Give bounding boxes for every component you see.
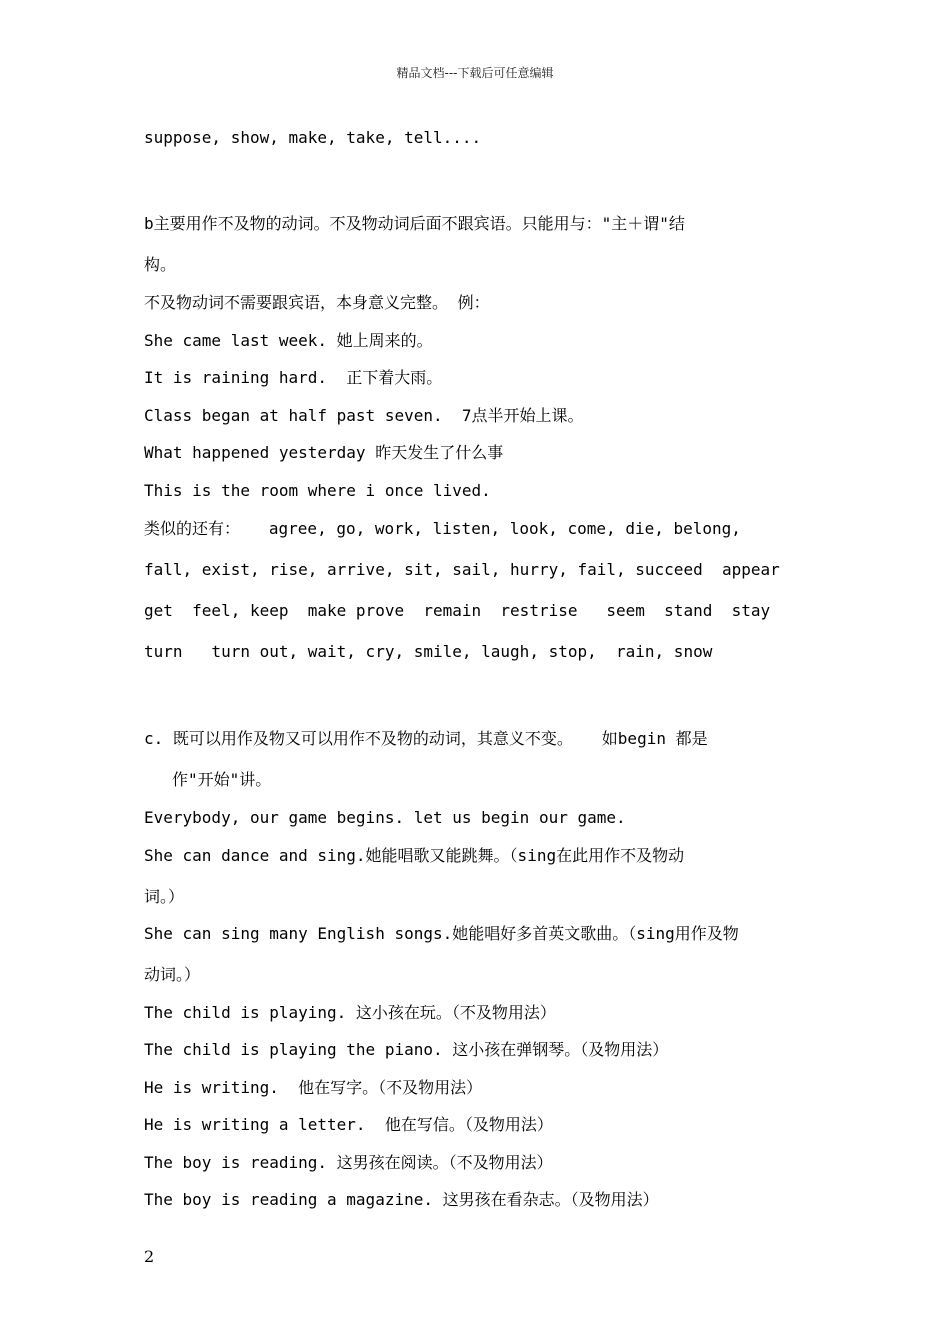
text-line: What happened yesterday 昨天发生了什么事 (144, 443, 504, 462)
text-line: 类似的还有： agree, go, work, listen, look, come, die, belong, (144, 519, 741, 538)
text-line: suppose, show, make, take, tell.... (144, 128, 482, 147)
text-line: She can sing many English songs.她能唱好多首英文歌曲。（sing用作及物 (144, 924, 739, 943)
text-line: 词。） (144, 887, 185, 906)
page-number: 2 (144, 1247, 155, 1266)
text-line: She came last week. 她上周来的。 (144, 331, 433, 350)
text-line: He is writing. 他在写字。（不及物用法） (144, 1078, 483, 1097)
text-line: 不及物动词不需要跟宾语，本身意义完整。 例： (144, 293, 490, 312)
text-line: The boy is reading. 这男孩在阅读。（不及物用法） (144, 1153, 553, 1172)
text-line: Class began at half past seven. 7点半开始上课。 (144, 406, 584, 425)
text-line: Everybody, our game begins. let us begin our game. (144, 808, 626, 827)
text-line: It is raining hard. 正下着大雨。 (144, 368, 443, 387)
text-line: The child is playing. 这小孩在玩。（不及物用法） (144, 1003, 556, 1022)
text-line: The boy is reading a magazine. 这男孩在看杂志。（及物用法） (144, 1190, 659, 1209)
text-line: fall, exist, rise, arrive, sit, sail, hurry, fail, succeed appear (144, 560, 780, 579)
page-header: 精品文档---下载后可任意编辑 (396, 66, 554, 80)
text-line: get feel, keep make prove remain restrise seem stand stay (144, 601, 771, 620)
text-line: 构。 (144, 255, 177, 274)
text-line: turn turn out, wait, cry, smile, laugh, stop, rain, snow (144, 642, 713, 661)
text-line: She can dance and sing.她能唱歌又能跳舞。（sing在此用作不及物动 (144, 846, 685, 865)
text-line: 作"开始"讲。 (172, 770, 272, 789)
text-line: 动词。） (144, 965, 201, 984)
text-line: c. 既可以用作及物又可以用作不及物的动词，其意义不变。 如begin 都是 (144, 729, 708, 748)
text-line: This is the room where i once lived. (144, 481, 491, 500)
text-line: He is writing a letter. 他在写信。（及物用法） (144, 1115, 553, 1134)
text-line: b主要用作不及物的动词。不及物动词后面不跟宾语。只能用与："主＋谓"结 (144, 214, 685, 233)
text-line: The child is playing the piano. 这小孩在弹钢琴。（及物用法） (144, 1040, 669, 1059)
